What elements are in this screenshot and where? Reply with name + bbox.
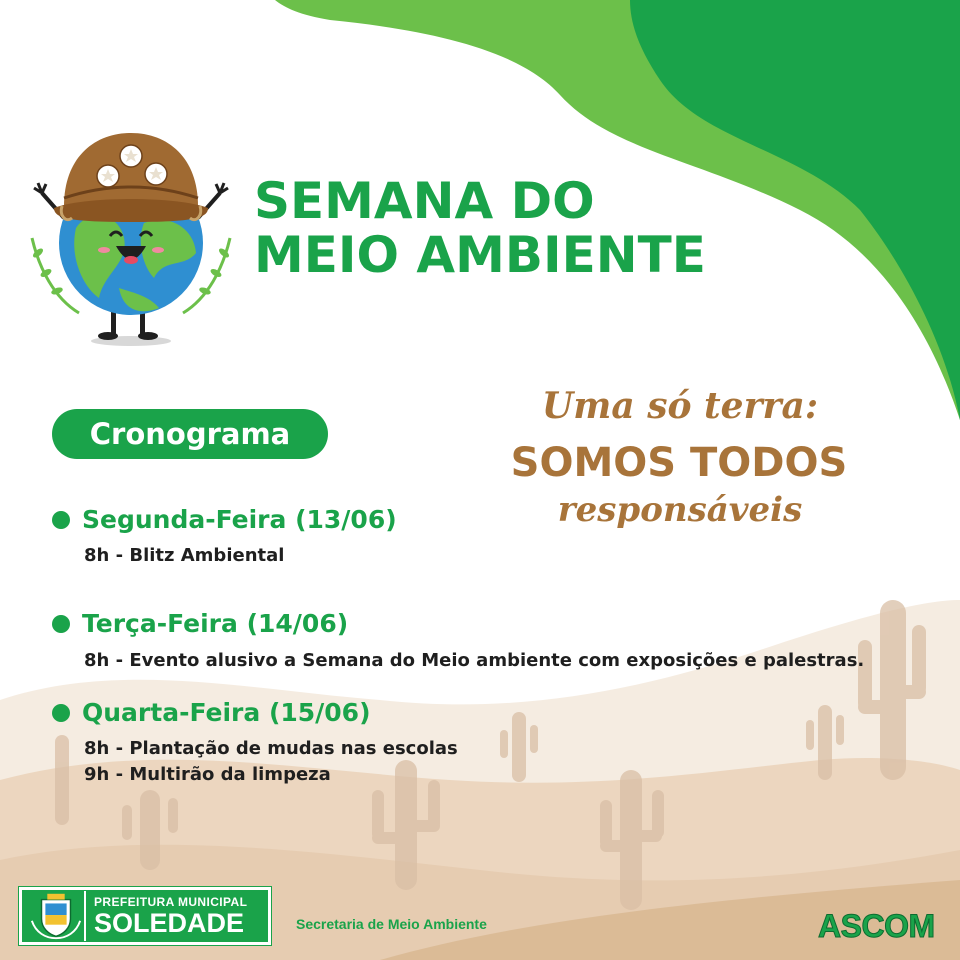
activity-item: 8h - Plantação de mudas nas escolas xyxy=(84,738,458,759)
secretaria-label: Secretaria de Meio Ambiente xyxy=(296,916,487,932)
page-title-line-1: SEMANA DO xyxy=(254,172,595,230)
earth-globe-mascot-icon xyxy=(24,128,238,348)
bullet-dot-icon xyxy=(52,511,70,529)
schedule-day-monday xyxy=(52,505,397,534)
logo-small-text: PREFEITURA MUNICIPAL xyxy=(94,895,248,909)
day-title: Segunda-Feira (13/06) xyxy=(82,505,397,534)
schedule-day-wednesday xyxy=(52,698,371,727)
activity-item: 8h - Blitz Ambiental xyxy=(84,545,285,566)
dark-green-wave xyxy=(630,0,960,420)
slogan-line-3: responsáveis xyxy=(557,490,803,530)
day-title: Terça-Feira (14/06) xyxy=(82,609,349,638)
ascom-logo xyxy=(818,904,946,948)
cronograma-badge xyxy=(52,409,328,459)
cronograma-label: Cronograma xyxy=(89,417,291,451)
day-title: Quarta-Feira (15/06) xyxy=(82,698,371,727)
bullet-dot-icon xyxy=(52,615,70,633)
activity-item: 9h - Multirão da limpeza xyxy=(84,764,331,785)
schedule-day-tuesday xyxy=(52,609,348,638)
logo-big-text: SOLEDADE xyxy=(94,908,245,938)
page-title-line-2: MEIO AMBIENTE xyxy=(254,226,706,284)
slogan-line-2: SOMOS TODOS xyxy=(510,440,848,486)
ascom-text: ASCOM xyxy=(818,907,935,944)
bullet-dot-icon xyxy=(52,704,70,722)
slogan-line-1: Uma só terra: xyxy=(541,385,819,427)
prefeitura-logo xyxy=(19,887,271,945)
municipal-crest-icon xyxy=(28,891,86,941)
activity-item: 8h - Evento alusivo a Semana do Meio ambiente com exposições e palestras. xyxy=(84,650,865,671)
